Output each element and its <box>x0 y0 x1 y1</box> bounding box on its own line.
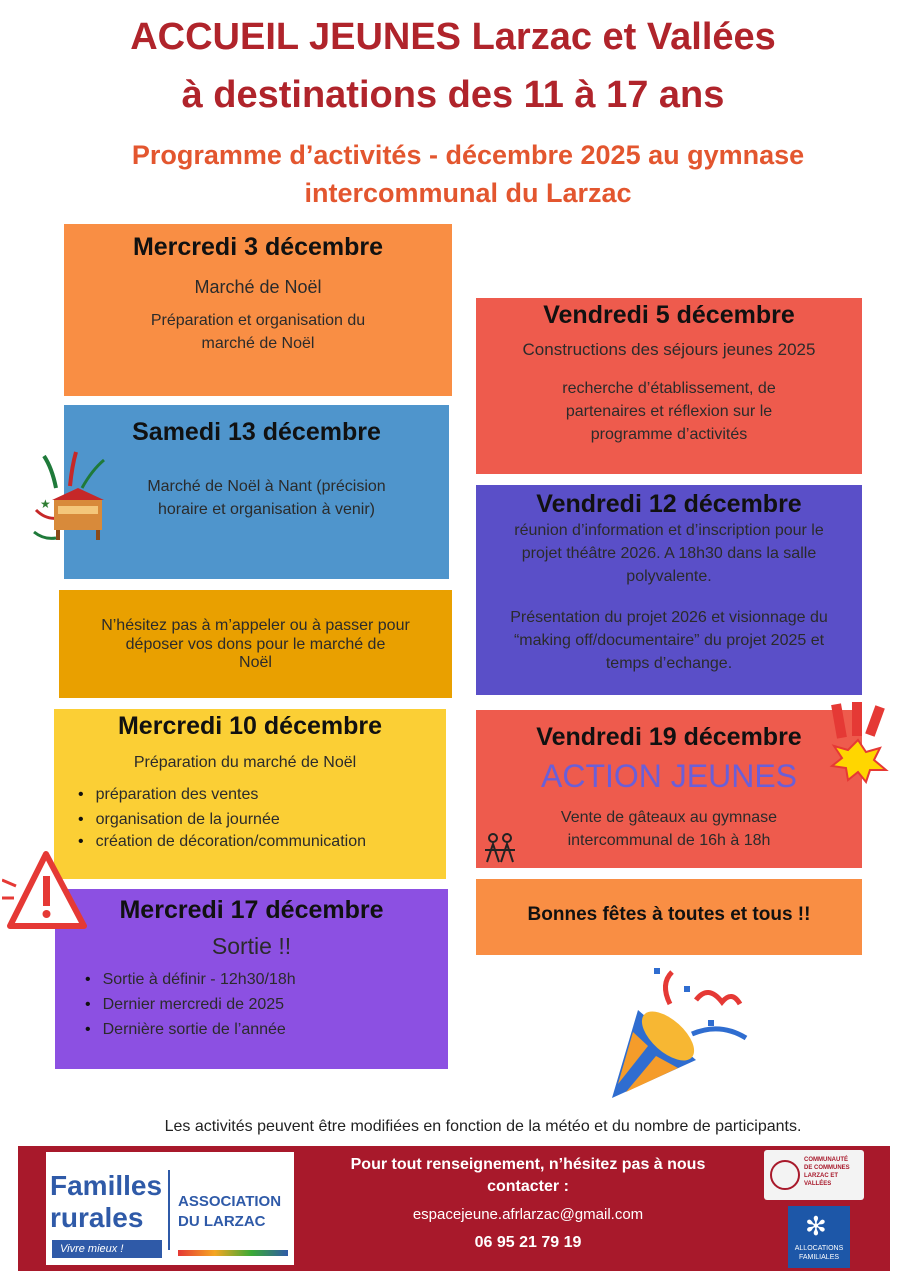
contact-email[interactable]: espacejeune.afrlarzac@gmail.com <box>412 1206 644 1223</box>
action-jeunes-label: ACTION JEUNES <box>540 758 798 794</box>
svg-text:★: ★ <box>40 497 51 511</box>
logo-word2: rurales <box>50 1202 144 1233</box>
page-subtitle-line1: Programme d’activités - décembre 2025 au gymnase <box>131 140 805 170</box>
disclaimer-note: Les activités peuvent être modifiées en fonction de la météo et du nombre de participants. <box>164 1118 802 1135</box>
page-title-line2: à destinations des 11 à 17 ans <box>181 74 725 116</box>
card-saturday-13 <box>64 405 449 579</box>
card-line: partenaires et réflexion sur le <box>565 403 773 420</box>
card-title: Vendredi 19 décembre <box>536 723 802 751</box>
card-line: marché de Noël <box>201 335 315 352</box>
people-icon <box>483 832 517 866</box>
contact-phone[interactable]: 06 95 21 79 19 <box>474 1234 582 1251</box>
contact-block <box>318 1154 738 1254</box>
card-donation-note <box>59 590 452 698</box>
warning-icon <box>2 846 92 936</box>
card-title: Mercredi 17 décembre <box>119 896 384 924</box>
card-title: Mercredi 10 décembre <box>117 712 383 740</box>
list-item: • création de décoration/communication <box>78 832 446 852</box>
card-line: Vente de gâteaux au gymnase <box>560 809 778 826</box>
card-line: Marché de Noël <box>194 277 322 297</box>
page-title-line1: ACCUEIL JEUNES Larzac et Vallées <box>130 16 776 58</box>
list-item: • Dernier mercredi de 2025 <box>85 992 448 1017</box>
card-friday-19 <box>476 710 862 868</box>
card-subtitle: Sortie !! <box>211 933 292 959</box>
card-wednesday-10 <box>54 709 446 879</box>
card-list <box>54 782 446 852</box>
cc-seal <box>770 1160 800 1190</box>
logo-tagline: Vivre mieux ! <box>52 1240 162 1258</box>
assoc-line2: DU LARZAC <box>178 1213 266 1230</box>
caf-line2: FAMILIALES <box>798 1254 840 1261</box>
list-item: • Sortie à définir - 12h30/18h <box>85 967 448 992</box>
familles-rurales-logo <box>46 1152 294 1265</box>
card-line: projet théâtre 2026. A 18h30 dans la salle <box>521 545 817 562</box>
card-line: Marché de Noël à Nant (précision <box>147 478 386 495</box>
card-title: Mercredi 3 décembre <box>132 233 384 261</box>
page-subtitle-line2: intercommunal du Larzac <box>304 178 632 208</box>
cc-line1: COMMUNAUTÉ <box>804 1157 848 1163</box>
card-friday-12 <box>476 485 862 695</box>
card-wednesday-17 <box>55 889 448 1069</box>
caf-line1: ALLOCATIONS <box>794 1245 844 1252</box>
list-item: • préparation des ventes <box>78 782 446 807</box>
card-line: horaire et organisation à venir) <box>157 501 375 518</box>
card-line: N’hésitez pas à m’appeler ou à passer pour <box>101 617 410 634</box>
card-line: intercommunal de 16h à 18h <box>567 832 771 849</box>
card-wednesday-3 <box>64 224 452 396</box>
card-line: polyvalente. <box>626 568 712 585</box>
card-line: Noël <box>239 654 272 671</box>
caf-logo <box>788 1206 850 1268</box>
card-line: Préparation du marché de Noël <box>133 754 357 771</box>
card-line: déposer vos dons pour le marché de <box>125 636 386 653</box>
christmas-market-icon <box>26 448 112 550</box>
assoc-line1: ASSOCIATION <box>178 1193 282 1210</box>
card-list <box>55 967 448 1042</box>
card-line: Constructions des séjours jeunes 2025 <box>522 340 816 359</box>
exclamation-burst-icon <box>822 700 894 784</box>
communaute-communes-logo <box>764 1150 864 1200</box>
card-line: “making off/documentaire” du projet 2025 et <box>513 632 825 649</box>
card-line: Présentation du projet 2026 et visionnage du <box>510 609 828 626</box>
list-item: • organisation de la journée <box>78 807 446 832</box>
card-title: Vendredi 12 décembre <box>536 490 802 518</box>
logo-divider <box>168 1170 170 1250</box>
cc-line3: LARZAC ET VALLÉES <box>804 1173 838 1187</box>
party-popper-icon <box>600 964 750 1108</box>
card-line: programme d’activités <box>590 426 748 443</box>
card-line: réunion d’information et d’inscription pour le <box>514 522 824 539</box>
logo-word1: Familles <box>50 1170 163 1201</box>
logo-color-bar <box>178 1250 288 1256</box>
card-line: temps d’echange. <box>605 655 733 672</box>
list-item: • Dernière sortie de l’année <box>85 1017 448 1042</box>
holiday-wishes-text: Bonnes fêtes à toutes et tous !! <box>527 904 811 925</box>
card-friday-5 <box>476 298 862 474</box>
card-line: Préparation et organisation du <box>150 312 366 329</box>
card-line: recherche d’établissement, de <box>562 380 776 397</box>
cc-line2: DE COMMUNES <box>804 1165 850 1171</box>
contact-heading: Pour tout renseignement, n’hésitez pas à nous contacter : <box>350 1156 706 1195</box>
card-title: Samedi 13 décembre <box>132 418 381 446</box>
caf-snowflake-icon: ✻ <box>805 1211 827 1241</box>
card-holiday-wishes <box>476 879 862 955</box>
footer-banner <box>18 1146 890 1271</box>
card-title: Vendredi 5 décembre <box>543 301 795 329</box>
